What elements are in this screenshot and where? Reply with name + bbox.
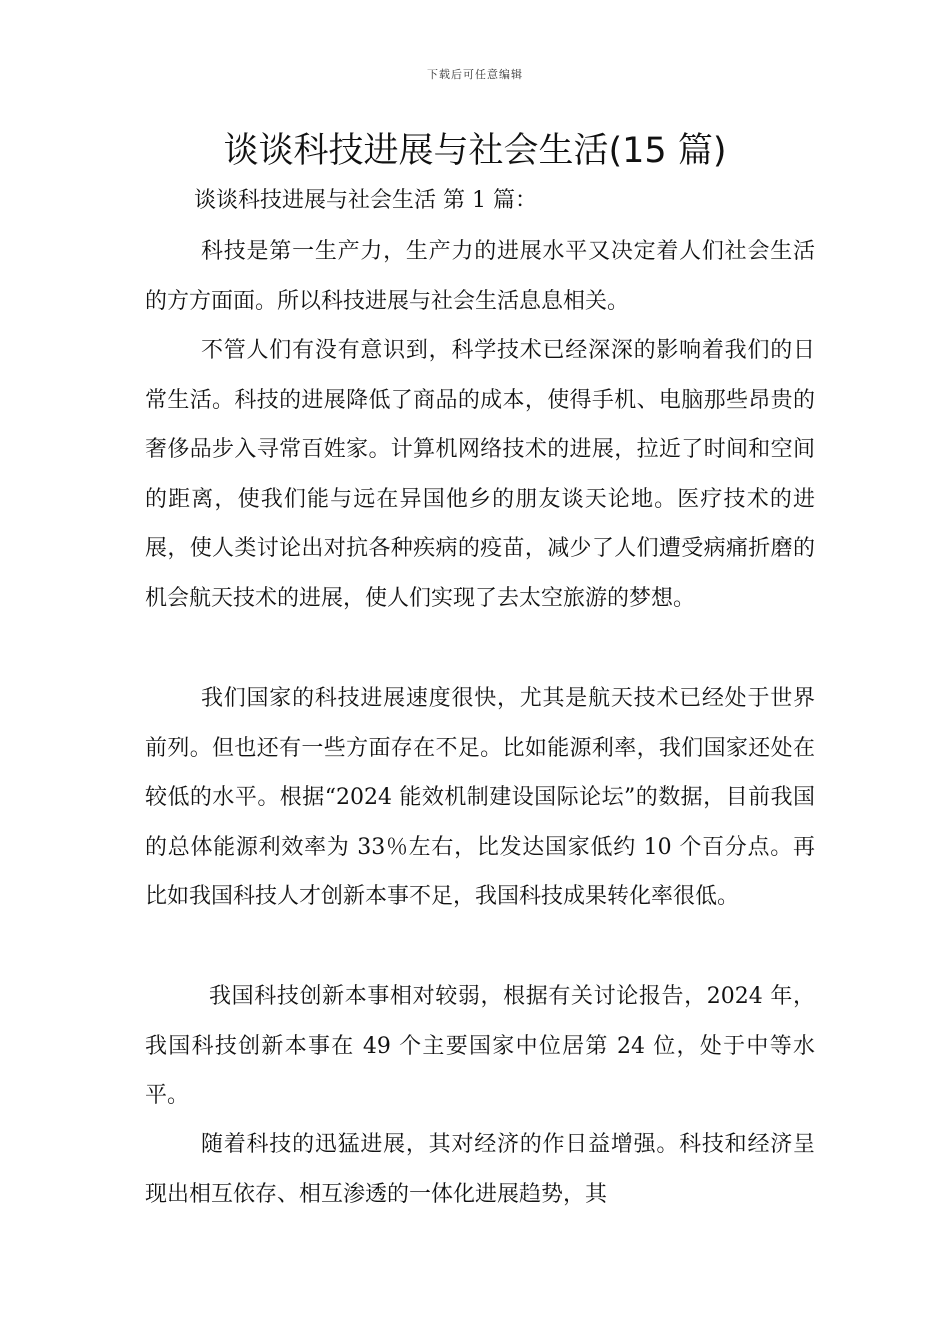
document-title: 谈谈科技进展与社会生活(15 篇) xyxy=(223,131,727,171)
header-note: 下载后可任意编辑 xyxy=(427,68,523,81)
paragraph-5: 随着科技的迅猛进展，其对经济的作日益增强。科技和经济呈现出相互依存、相互渗透的一体化进展趋势，其 xyxy=(145,1132,815,1207)
paragraph-1: 科技是第一生产力，生产力的进展水平又决定着人们社会生活的方方面面。所以科技进展与社会生活息息相关。 xyxy=(145,239,815,314)
section-heading: 谈谈科技进展与社会生活 第 1 篇： xyxy=(194,188,537,213)
paragraph-2: 不管人们有没有意识到，科学技术已经深深的影响着我们的日常生活。科技的进展降低了商品的成本，使得手机、电脑那些昂贵的奢侈品步入寻常百姓家。计算机网络技术的进展，拉近了时间和空间的距离，使我们能与远在异国他乡的朋友谈天论地。医疗技术的进展，使人类讨论出对抗各种疾病的疫苗，减少了人们遭受病痛折磨的机会航天技术的进展，使人们实现了去太空旅游的梦想。 xyxy=(145,338,815,611)
paragraph-3: 我们国家的科技进展速度很快，尤其是航天技术已经处于世界前列。但也还有一些方面存在不足。比如能源利率，我们国家还处在较低的水平。根据“2024 能效机制建设国际论坛”的数据，目前我国的总体能源利效率为 33％左右，比发达国家低约 10 个百分点。再比如我国科技人才创新本事不足，我国科技成果转化率很低。 xyxy=(145,686,815,909)
paragraph-4: 我国科技创新本事相对较弱，根据有关讨论报告，2024 年，我国科技创新本事在 49 个主要国家中位居第 24 位，处于中等水平。 xyxy=(145,984,815,1108)
